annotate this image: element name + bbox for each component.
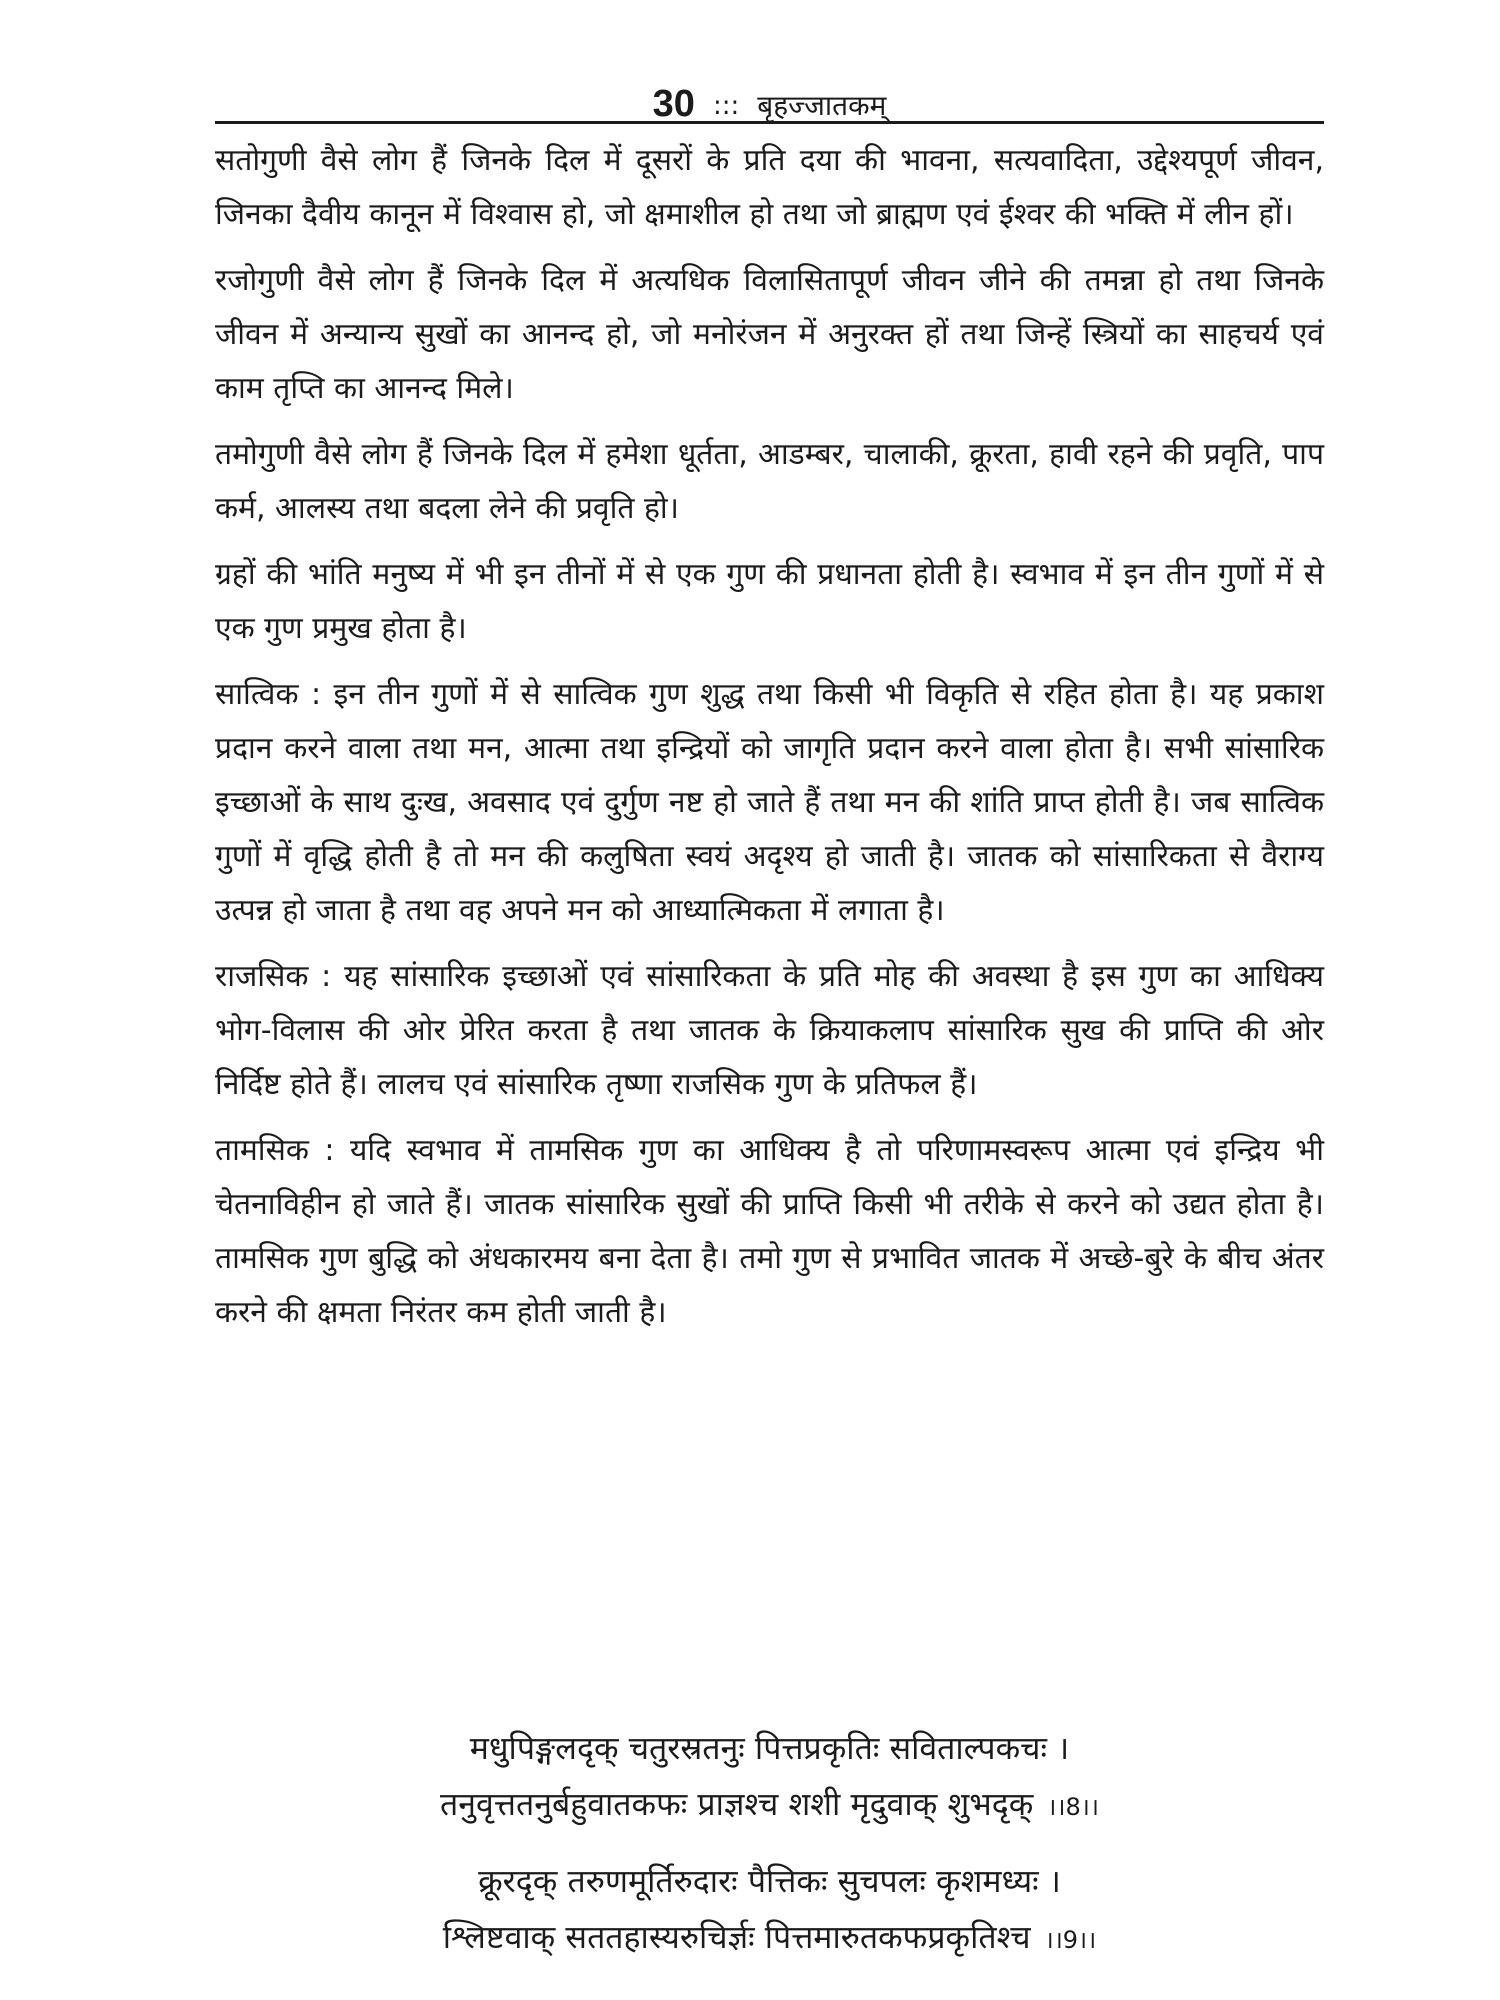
paragraph-label: सात्विक : bbox=[215, 677, 322, 712]
page-header bbox=[215, 66, 1324, 126]
paragraph-text: ग्रहों की भांति मनुष्य में भी इन तीनों में से एक गुण की प्रधानता होती है। स्वभाव में इन तीन गुणों में से एक गुण प्रमुख होता है। bbox=[215, 557, 1324, 646]
verse-line: तनुवृत्ततनुर्बहुवातकफः प्राज्ञश्च शशी मृदुवाक् शुभदृक् bbox=[440, 1785, 1034, 1823]
sanskrit-verses bbox=[215, 1720, 1324, 1986]
verse-9 bbox=[215, 1853, 1324, 1968]
verse-8 bbox=[215, 1720, 1324, 1835]
body-text bbox=[215, 134, 1324, 1352]
header-rule bbox=[215, 121, 1324, 124]
verse-line-with-number bbox=[215, 1776, 1324, 1835]
verse-line: मधुपिङ्गलदृक् चतुरस्रतनुः पित्तप्रकृतिः सविताल्पकचः । bbox=[469, 1729, 1070, 1767]
header-separator: ::: bbox=[712, 91, 740, 121]
verse-line: श्लिष्टवाक् सततहास्यरुचिर्ज्ञः पित्तमारुतकफप्रकृतिश्च bbox=[442, 1918, 1031, 1956]
paragraph-text: यदि स्वभाव में तामसिक गुण का आधिक्य है तो परिणामस्वरूप आत्मा एवं इन्द्रिय भी चेतनाविहीन हो जाते हैं। जातक सांसारिक सुखों की प्राप्ति किसी भी तरीके से करने को उद्यत होता है। तामसिक गुण बुद्धि को अंधकारमय बना देता है। तमो गुण से प्रभावित जातक में अच्छे-बुरे के बीच अंतर करने की क्षमता निरंतर कम होती जाती है। bbox=[215, 1133, 1325, 1330]
paragraph-rajsik bbox=[215, 950, 1324, 1112]
paragraph-text: यह सांसारिक इच्छाओं एवं सांसारिकता के प्रति मोह की अवस्था है इस गुण का आधिक्य भोग-विलास की ओर प्रेरित करता है तथा जातक के क्रियाकलाप सांसारिक सुख की प्राप्ति की ओर निर्दिष्ट होते हैं। लालच एवं सांसारिक तृष्णा राजसिक गुण के प्रतिफल हैं। bbox=[215, 959, 1324, 1102]
paragraph-rajoguni bbox=[215, 254, 1324, 416]
paragraph-grahon bbox=[215, 548, 1324, 656]
paragraph-text: सतोगुणी वैसे लोग हैं जिनके दिल में दूसरों के प्रति दया की भावना, सत्यवादिता, उद्देश्यपूर्ण जीवन, जिनका दैवीय कानून में विश्वास हो, जो क्षमाशील हो तथा जो ब्राह्मण एवं ईश्वर की भक्ति में लीन हों। bbox=[215, 143, 1324, 232]
paragraph-tamsik bbox=[215, 1124, 1324, 1340]
paragraph-satvik bbox=[215, 668, 1324, 938]
paragraph-text: तमोगुणी वैसे लोग हैं जिनके दिल में हमेशा धूर्तता, आडम्बर, चालाकी, क्रूरता, हावी रहने की प्रवृति, पाप कर्म, आलस्य तथा बदला लेने की प्रवृति हो। bbox=[215, 437, 1324, 526]
page-number: 30 bbox=[652, 83, 695, 125]
verse-line-with-number bbox=[215, 1909, 1324, 1968]
paragraph-text: रजोगुणी वैसे लोग हैं जिनके दिल में अत्यधिक विलासितापूर्ण जीवन जीने की तमन्ना हो तथा जिनके जीवन में अन्यान्य सुखों का आनन्द हो, जो मनोरंजन में अनुरक्त हों तथा जिन्हें स्त्रियों का साहचर्य एवं काम तृप्ति का आनन्द मिले। bbox=[215, 263, 1324, 406]
verse-number: ।।8।। bbox=[1047, 1793, 1099, 1821]
paragraph-label: राजसिक : bbox=[215, 959, 332, 994]
paragraph-text: इन तीन गुणों में से सात्विक गुण शुद्ध तथा किसी भी विकृति से रहित होता है। यह प्रकाश प्रदान करने वाला तथा मन, आत्मा तथा इन्द्रियों को जागृति प्रदान करने वाला होता है। सभी सांसारिक इच्छाओं के साथ दुःख, अवसाद एवं दुर्गुण नष्ट हो जाते हैं तथा मन की शांति प्राप्त होती है। जब सात्विक गुणों में वृद्धि होती है तो मन की कलुषिता स्वयं अदृश्य हो जाती है। जातक को सांसारिकता से वैराग्य उत्पन्न हो जाता है तथा वह अपने मन को आध्यात्मिकता में लगाता है। bbox=[215, 677, 1324, 928]
verse-number: ।।9।। bbox=[1044, 1926, 1097, 1954]
paragraph-satoguni bbox=[215, 134, 1324, 242]
paragraph-label: तामसिक : bbox=[215, 1133, 335, 1168]
book-title: बृहज्जातकम् bbox=[757, 89, 887, 122]
paragraph-tamoguni bbox=[215, 428, 1324, 536]
verse-line: क्रूरदृक् तरुणमूर्तिरुदारः पैत्तिकः सुचपलः कृशमध्यः । bbox=[478, 1862, 1061, 1900]
